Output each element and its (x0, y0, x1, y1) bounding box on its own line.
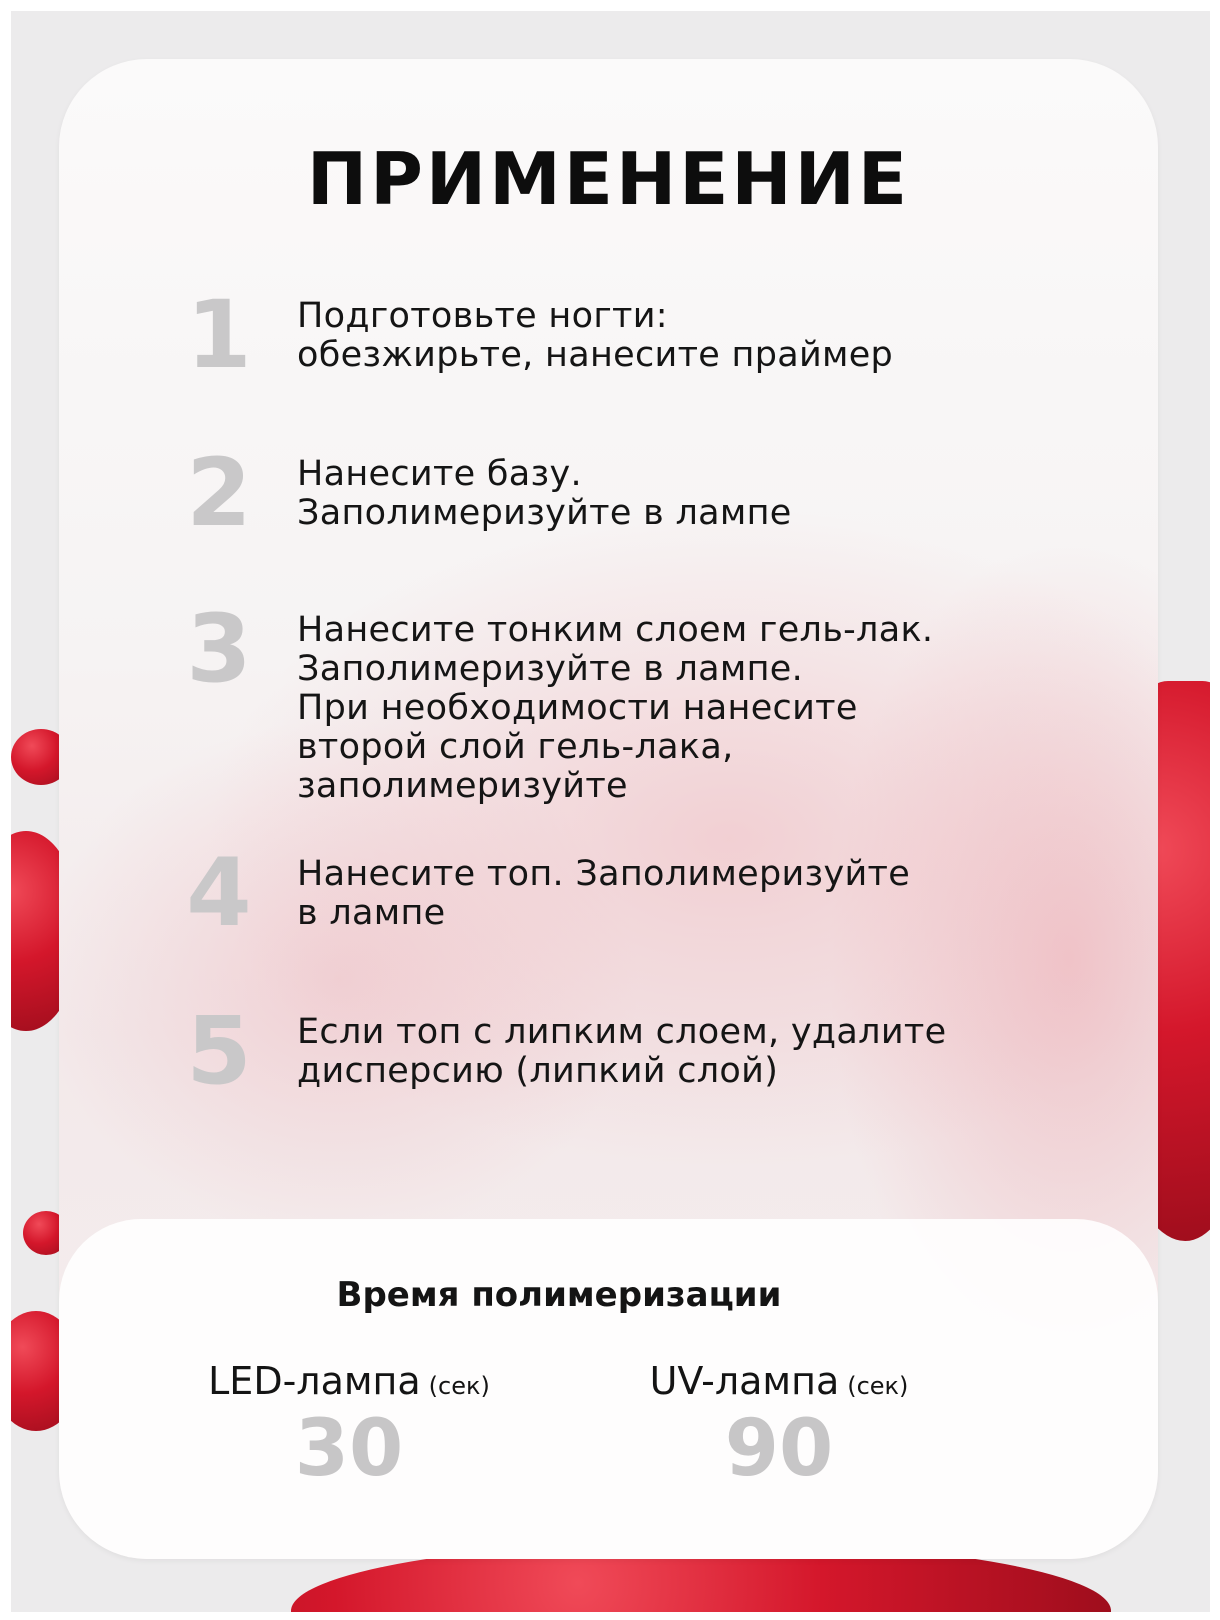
led-lamp-label (139, 1359, 559, 1403)
step-text: Если топ с липким слоем, удалите дисперсию (липкий слой) (297, 1012, 947, 1091)
step-number: 3 (186, 595, 252, 704)
uv-lamp-unit: (сек) (847, 1372, 909, 1400)
step-5 (159, 997, 1039, 1106)
led-lamp-block (139, 1359, 559, 1494)
step-text: Нанесите топ. Заполимеризуйте в лампе (297, 854, 911, 933)
step-number: 2 (186, 439, 252, 548)
step-number: 5 (186, 997, 252, 1106)
usage-card (59, 59, 1158, 1559)
curing-time-panel (59, 1219, 1158, 1559)
step-4 (159, 839, 1039, 948)
step-2 (159, 439, 1039, 548)
led-lamp-name: LED-лампа (208, 1359, 421, 1403)
led-lamp-unit: (сек) (428, 1372, 490, 1400)
curing-title: Время полимеризации (336, 1275, 782, 1315)
step-3 (159, 595, 1039, 806)
led-lamp-seconds: 30 (294, 1404, 404, 1494)
page-title: ПРИМЕНЕНИЕ (306, 137, 911, 221)
step-text: Нанесите базу. Заполимеризуйте в лампе (297, 454, 792, 533)
step-text: Нанесите тонким слоем гель-лак. Заполимеризуйте в лампе. При необходимости нанесите второй слой гель-лака, заполимеризуйте (297, 610, 934, 806)
step-text: Подготовьте ногти: обезжирьте, нанесите праймер (297, 296, 894, 375)
uv-lamp-name: UV-лампа (649, 1359, 840, 1403)
step-number: 4 (186, 839, 252, 948)
uv-lamp-label (569, 1359, 989, 1403)
uv-lamp-block (569, 1359, 989, 1494)
page-frame (11, 11, 1210, 1612)
step-1 (159, 281, 1039, 390)
step-number: 1 (186, 281, 252, 390)
uv-lamp-seconds: 90 (724, 1404, 834, 1494)
